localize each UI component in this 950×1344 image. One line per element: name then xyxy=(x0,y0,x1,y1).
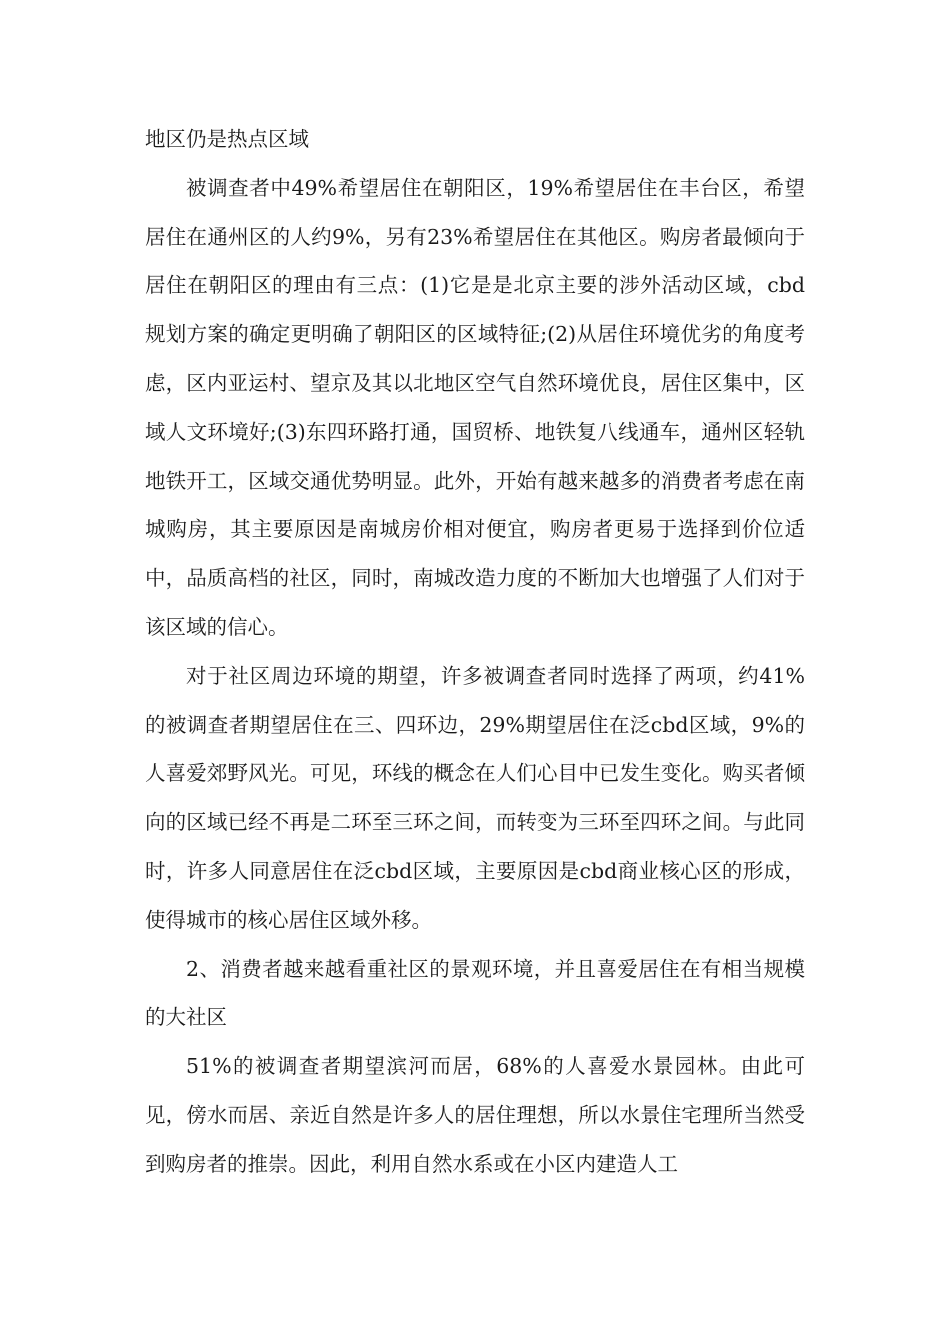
paragraph-4: 51%的被调查者期望滨河而居，68%的人喜爱水景园林。由此可见，傍水而居、亲近自然是许多人的居住理想，所以水景住宅理所当然受到购房者的推崇。因此，利用自然水系或在小区内建造人工 xyxy=(145,1054,805,1176)
paragraph-2: 被调查者中49%希望居住在朝阳区，19%希望居住在丰台区，希望居住在通州区的人约9%，另有23%希望居住在其他区。购房者最倾向于居住在朝阳区的理由有三点：(1)它是是北京主要的涉外活动区域，cbd规划方案的确定更明确了朝阳区的区域特征;(2)从居住环境优劣的角度考虑，区内亚运村、望京及其以北地区空气自然环境优良，居住区集中，区域人文环境好;(3)东四环路打通，国贸桥、地铁复八线通车，通州区轻轨地铁开工，区域交通优势明显。此外，开始有越来越多的消费者考虑在南城购房，其主要原因是南城房价相对便宜，购房者更易于选择到价位适中，品质高档的社区，同时，南城改造力度的不断加大也增强了人们对于该区域的信心。 xyxy=(145,175,805,639)
paragraph-1: 地区仍是热点区域 xyxy=(145,127,309,151)
paragraph-3: 对于社区周边环境的期望，许多被调查者同时选择了两项，约41%的被调查者期望居住在三、四环边，29%期望居住在泛cbd区域，9%的人喜爱郊野风光。可见，环线的概念在人们心目中已发生变化。购买者倾向的区域已经不再是二环至三环之间，而转变为三环至四环之间。与此同时，许多人同意居住在泛cbd区域，主要原因是cbd商业核心区的形成，使得城市的核心居住区域外移。 xyxy=(145,663,805,932)
section-heading: 2、消费者越来越看重社区的景观环境，并且喜爱居住在有相当规模的大社区 xyxy=(145,956,805,1030)
document-page xyxy=(145,115,805,1189)
